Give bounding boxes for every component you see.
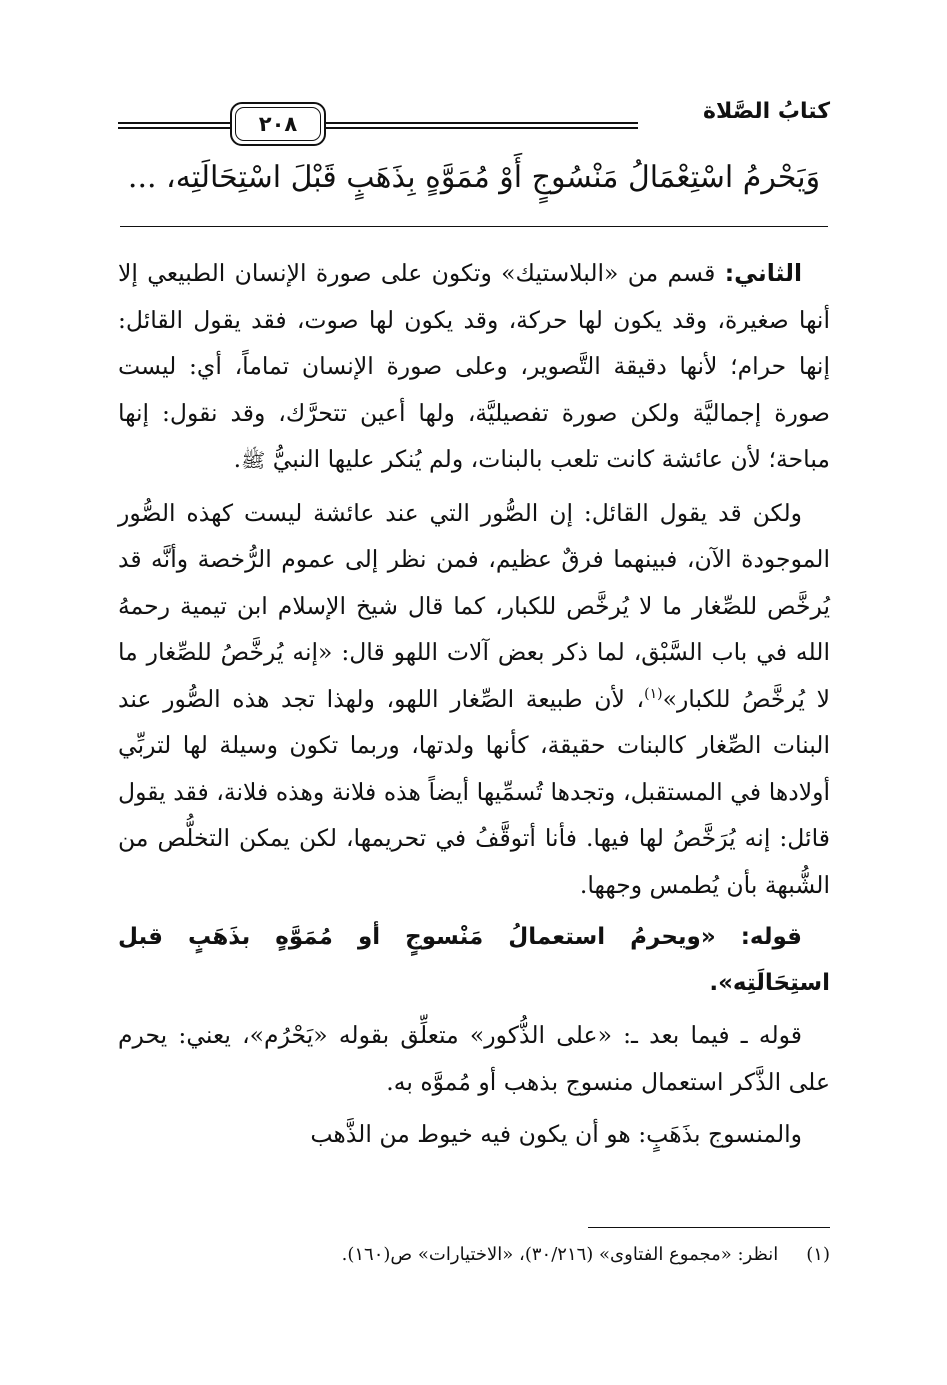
running-header xyxy=(118,95,830,147)
page-number: ٢٠٨ xyxy=(258,112,298,136)
matn-line: وَيَحْرمُ اسْتِعْمَالُ مَنْسُوجٍ أَوْ مُمَوَّهٍ بِذَهَبٍ قَبْلَ اسْتِحَالَتِه، ... xyxy=(127,160,821,195)
footnote-reference[interactable]: (١) xyxy=(644,685,663,702)
matn-quote-paragraph xyxy=(118,914,830,1006)
footnote xyxy=(118,1238,830,1272)
paragraph-text: قسم من «البلاستيك» وتكون على صورة الإنسان الطبيعي إلا أنها صغيرة، وقد يكون لها حركة، وقد يكون لها صوت، فقد يقول القائل: إنها حرام؛ لأنها دقيقة التَّصوير، وعلى صورة الإنسان تماماً، أي: ليست صورة إجماليَّة ولكن صورة تفصيليَّة، ولها أعين تتحرَّك، وقد نقول: إنها مباحة؛ لأن عائشة كانت تلعب بالبنات، ولم يُنكر عليها النبيُّ xyxy=(118,259,830,473)
paragraph-1 xyxy=(118,250,830,484)
commentary-body xyxy=(118,250,830,1164)
footnote-divider xyxy=(588,1227,830,1228)
footnote-text: انظر: «مجموع الفتاوى» (٣٠/٢١٦)، «الاختيارات» ص(١٦٠). xyxy=(341,1244,779,1265)
paragraph-5: والمنسوج بذَهَبٍ: هو أن يكون فيه خيوط من الذَّهب xyxy=(310,1120,802,1148)
paragraph-end: . xyxy=(233,445,242,473)
paragraph-text: ولكن قد يقول القائل: إن الصُّور التي عند عائشة ليست كهذه الصُّور الموجودة الآن، فبينهما فرقٌ عظيم، فمن نظر إلى عموم الرُّخصة وأنَّه قد يُرخَّص للصِّغار ما لا يُرخَّص للكبار، كما قال شيخ الإسلام ابن تيمية رحمهُ الله في باب السَّبْق، لما ذكر بعض آلات اللهو قال: «إنه يُرخَّصُ للصِّغار ما لا يُرخَّصُ للكبار» xyxy=(118,498,830,713)
paragraph-label: الثاني: xyxy=(724,259,802,287)
header-rule xyxy=(118,122,638,132)
paragraph-text-continued: ، لأن طبيعة الصِّغار اللهو، ولهذا تجد هذه الصُّور عند البنات الصِّغار كالبنات حقيقة، كأنها ولدتها، وربما تكون وسيلة لها لتربِّي أولادها في المستقبل، وتجدها تُسمِّيها أيضاً هذه فلانة وهذه فلانة، فقد يقول قائل: إنه يُرَخَّصُ لها فيها. فأنا أتوقَّفُ في تحريمها، لكن يمكن التخلُّص من الشُّبهة بأن يُطمس وجهها. xyxy=(118,684,830,899)
paragraph-label: قوله: xyxy=(740,924,802,950)
salawat-icon: ﷺ xyxy=(241,448,266,472)
paragraph-2 xyxy=(118,490,830,909)
book-title: كتابُ الصَّلاة xyxy=(703,99,830,124)
footnote-number: (١) xyxy=(806,1244,830,1265)
matn-divider xyxy=(120,226,828,227)
matn-quote: «ويحرمُ استعمالُ مَنْسوجٍ أو مُمَوَّهٍ بذَهَبٍ قبل استِحَالَتِه». xyxy=(118,924,830,996)
paragraph-4: قوله ـ فيما بعد ـ: «على الذُّكور» متعلِّق بقوله «يَحْرُم»، يعني: يحرم على الذَّكر استعمال منسوج بذهب أو مُموَّه به. xyxy=(118,1021,830,1096)
page-number-frame xyxy=(230,102,326,146)
